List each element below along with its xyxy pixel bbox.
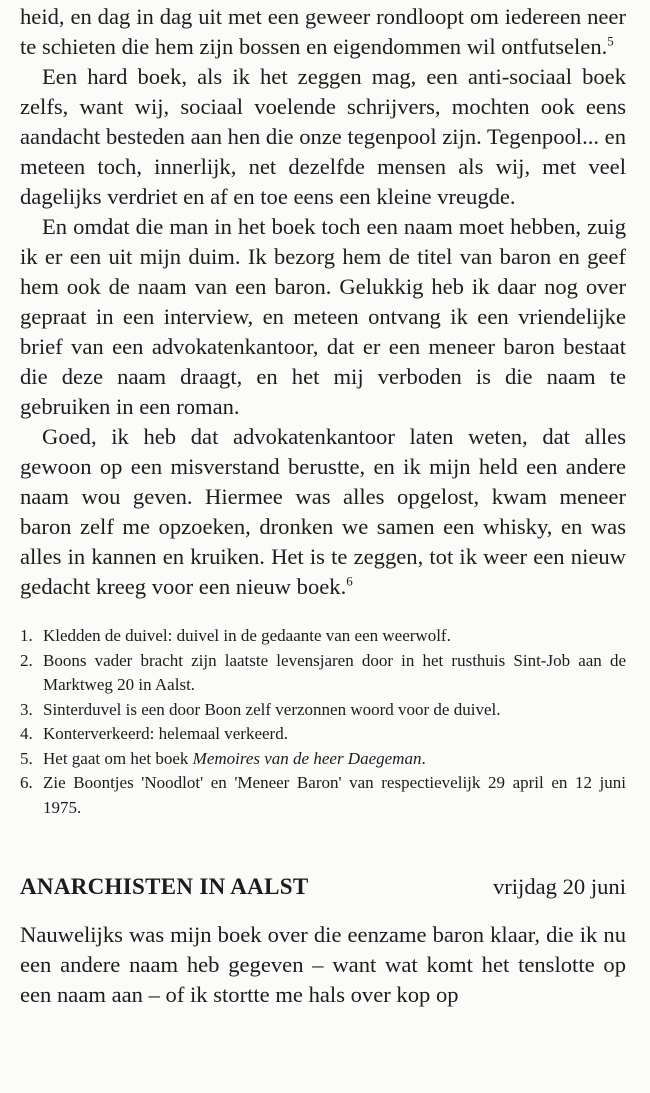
footnote-number: 3. [20,699,33,719]
body-text [20,0,626,602]
paragraph: Een hard boek, als ik het zeggen mag, een anti-sociaal boek zelfs, want wij, sociaal voelende schrijvers, mochten ook eens aandacht besteden aan hen die onze tegenpool zijn. Tegenpool... en meteen toch, innerlijk, net dezelfde mensen als wij, met veel dagelijks verdriet en af en toe eens een kleine vreugde. [20,64,626,209]
footnotes [20,624,626,820]
section-header [20,874,626,900]
footnote-item [20,722,626,747]
section-paragraph: Nauwelijks was mijn boek over die eenzame baron klaar, die ik nu een andere naam heb gegeven – want wat komt het tenslotte op een naam aan – of ik stortte me hals over kop op [20,922,626,1007]
paragraph: En omdat die man in het boek toch een naam moet hebben, zuig ik er een uit mijn duim. Ik bezorg hem de titel van baron en geef hem ook de naam van een baron. Gelukkig heb ik daar nog over gepraat in een interview, en meteen ontvang ik een vriendelijke brief van een advokatenkantoor, dat er een meneer baron bestaat die deze naam draagt, en het mij verboden is die naam te gebruiken in een roman. [20,214,626,419]
section-date: vrijdag 20 juni [492,874,626,899]
footnote-number: 6. [20,773,33,792]
footnote-ref: 6 [346,573,353,589]
footnote-number: 1. [20,626,33,645]
footnote-text: Het gaat om het boek Memoires van de heer Daegeman. [43,748,426,768]
footnote-item [20,747,626,772]
footnote-text: Konterverkeerd: helemaal verkeerd. [43,724,288,743]
book-title: Memoires van de heer Daegeman [192,748,422,768]
footnote-number: 5. [20,748,33,768]
paragraph: Goed, ik heb dat advokatenkantoor laten weten, dat alles gewoon op een misverstand berustte, en ik mijn held een andere naam wou geven. Hiermee was alles opgelost, kwam meneer baron zelf me opzoeken, dronken we samen een whisky, en was alles in kannen en kruiken. Het is te zeggen, tot ik weer een nieuw gedacht kreeg voor een nieuw boek.$^6$ [20,424,626,599]
footnote-number: 4. [20,724,33,743]
footnote-text: Sinterduvel is een door Boon zelf verzonnen woord voor de duivel. [43,699,501,719]
footnote-text: Kledden de duivel: duivel in de gedaante van een weerwolf. [43,626,451,645]
footnote-number: 2. [20,650,33,670]
footnote-item [20,624,626,649]
footnote-item [20,649,626,698]
footnote-item [20,698,626,723]
section-title: ANARCHISTEN IN AALST [20,874,309,899]
footnote-text: Zie Boontjes 'Noodlot' en 'Meneer Baron' van respectievelijk 29 april en 12 juni 1975. [43,773,626,817]
footnote-text: Boons vader bracht zijn laatste levensjaren door in het rusthuis Sint-Job aan de Marktweg 20 in Aalst. [43,650,626,694]
footnote-item [20,771,626,820]
footnote-ref: 5 [607,33,614,49]
paragraph: heid, en dag in dag uit met een geweer rondloopt om iedereen neer te schieten die hem zijn bossen en eigendommen wil ontfutselen.$^5$ [20,4,626,59]
